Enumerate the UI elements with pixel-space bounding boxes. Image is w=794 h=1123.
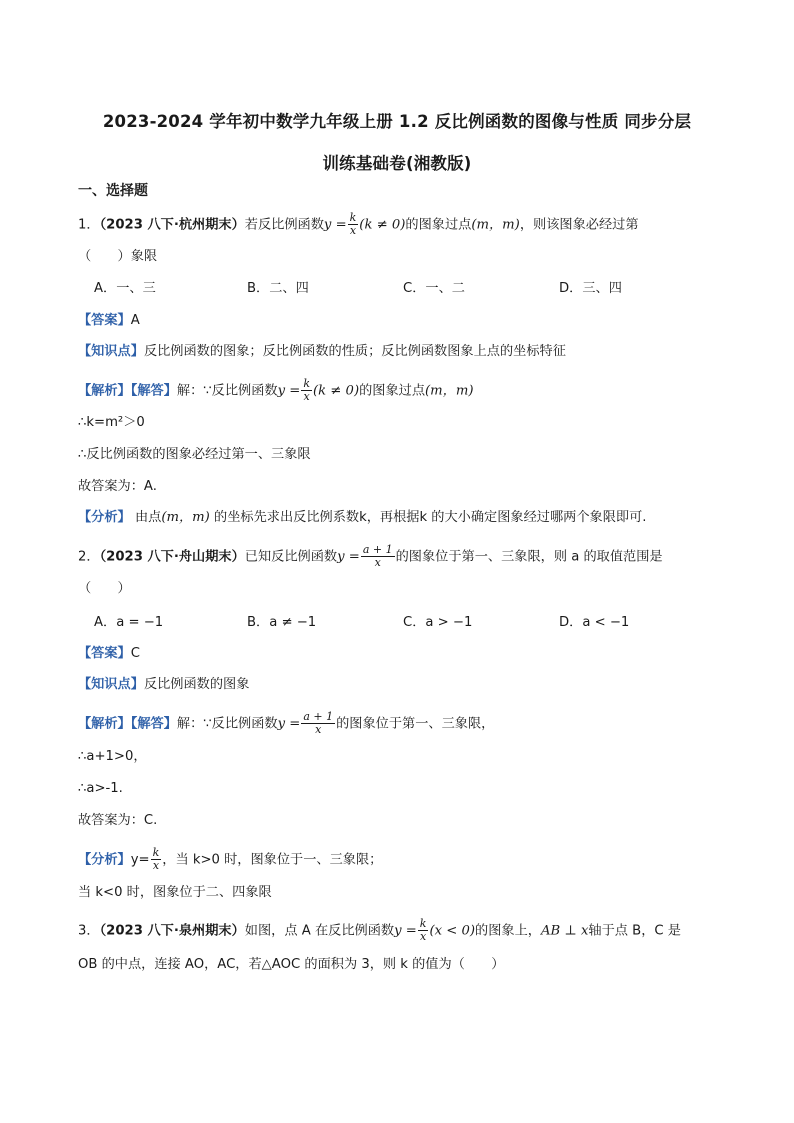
q2-blank: （ ）: [78, 581, 131, 596]
q1-sol-point: (m，m): [425, 383, 474, 399]
q2-stem: [78, 544, 663, 569]
q2-an-y: y=: [130, 852, 150, 868]
q2-option-a: A．a = −1: [94, 615, 164, 630]
q1-option-c: C．一、二: [403, 281, 465, 296]
q2-option-d: D．a < −1: [559, 615, 630, 630]
q2-an-tag: 【分析】: [78, 852, 131, 868]
q1-step1: ∴k=m²＞0: [78, 415, 145, 430]
q2-frac-num: a + 1: [362, 543, 393, 556]
q2-number: 2．: [78, 549, 100, 565]
q1-sol-tag: 【解析】【解答】: [78, 383, 177, 399]
q3-y-eq: y =: [394, 923, 417, 939]
q1-sol-frac-den: x: [303, 390, 310, 403]
q2-sol-y-eq: y =: [277, 716, 301, 732]
section-heading: 一、选择题: [78, 183, 148, 199]
q2-step1: ∴a+1>0，: [78, 749, 147, 764]
q1-option-a: A．一、三: [94, 281, 156, 296]
q1-option-b: B．二、四: [247, 281, 309, 296]
q2-frac-den: x: [374, 556, 381, 569]
q1-number: 1．: [78, 217, 100, 233]
q3-stem-line2: OB 的中点，连接 AO，AC，若△AOC 的面积为 3，则 k 的值为（ ）: [78, 957, 505, 972]
q1-option-d: D．三、四: [559, 281, 622, 296]
q1-sol-b: 的图象过点: [359, 383, 426, 399]
q1-stem: [78, 212, 639, 237]
q1-solution: [78, 378, 474, 403]
q1-point: (m，m): [471, 217, 520, 233]
q1-answer: [78, 312, 140, 330]
q2-source: （2023 八下·舟山期末）: [99, 549, 245, 565]
q3-frac-den: x: [420, 930, 427, 943]
q1-step2: ∴反比例函数的图象必经过第一、三象限: [78, 447, 311, 462]
q2-stem-b: 的图象位于第一、三象限，则 a 的取值范围是: [395, 549, 663, 565]
q1-analysis: [78, 509, 647, 527]
q2-answer-value: C: [130, 646, 140, 661]
q2-analysis: [78, 847, 382, 872]
q3-number: 3．: [78, 923, 100, 939]
q2-option-c: C．a > −1: [403, 615, 473, 630]
q2-y-eq: y =: [337, 549, 360, 565]
q1-stem-b: 的图象过点: [405, 217, 472, 233]
q2-sol-frac-den: x: [315, 723, 322, 736]
q2-kp-tag: 【知识点】: [78, 677, 144, 692]
q2-step3: 故答案为：C.: [78, 813, 158, 828]
q3-cond: (x < 0): [429, 923, 476, 939]
q1-knowledge: [78, 343, 566, 361]
q2-sol-fraction: [301, 711, 335, 736]
q1-blank: （ ）象限: [78, 249, 158, 264]
q2-option-b: B．a ≠ −1: [247, 615, 317, 630]
q1-frac-den: x: [349, 224, 357, 237]
q1-answer-tag: 【答案】: [78, 313, 131, 328]
q1-stem-c: ，则该图象必经过第: [519, 217, 639, 233]
q2-an-frac-den: x: [152, 859, 160, 872]
q2-an-a: ，当 k>0 时，图象位于一、三象限；: [162, 852, 383, 868]
q2-an-frac-num: k: [152, 846, 160, 859]
q1-kp-text: 反比例函数的图象；反比例函数的性质；反比例函数图象上点的坐标特征: [143, 344, 566, 359]
q2-stem-a: 已知反比例函数: [244, 549, 338, 565]
q2-analysis-line2: 当 k<0 时，图象位于二、四象限: [78, 885, 272, 900]
q2-sol-frac-num: a + 1: [303, 710, 334, 723]
q1-sol-frac-num: k: [303, 377, 310, 390]
q2-sol-a: 解：∵反比例函数: [176, 716, 278, 732]
q1-kp-tag: 【知识点】: [78, 344, 144, 359]
q2-kp-text: 反比例函数的图象: [143, 677, 250, 692]
q3-frac-num: k: [419, 917, 427, 930]
q3-stem-c: 轴于点 B，C 是: [588, 923, 681, 939]
q1-answer-value: A: [130, 313, 140, 328]
q1-sol-cond: (k ≠ 0): [312, 383, 360, 399]
q2-answer-tag: 【答案】: [78, 646, 131, 661]
q1-an-tag: 【分析】: [78, 510, 131, 525]
q1-sol-a: 解：∵反比例函数: [176, 383, 278, 399]
q2-an-fraction: [151, 847, 162, 872]
q2-sol-tag: 【解析】【解答】: [78, 716, 177, 732]
q1-sol-fraction: [301, 378, 312, 403]
q1-an-point: (m，m): [161, 510, 210, 525]
q3-stem-b: 的图象上，: [475, 923, 541, 939]
q2-sol-b: 的图象位于第一、三象限，: [336, 716, 495, 732]
q2-fraction: [361, 544, 395, 569]
q2-solution: [78, 711, 494, 736]
doc-title-line2: 训练基础卷(湘教版): [322, 154, 472, 173]
q1-source: （2023 八下·杭州期末）: [99, 217, 245, 233]
q2-answer: [78, 645, 140, 663]
q2-step2: ∴a>-1.: [78, 781, 123, 796]
q1-cond: (k ≠ 0): [359, 217, 406, 233]
q1-stem-a: 若反比例函数: [244, 217, 324, 233]
q1-an-b: 的坐标先求出反比例系数k，再根据k 的大小确定图象经过哪两个象限即可.: [209, 510, 647, 525]
q1-step3: 故答案为：A.: [78, 479, 157, 494]
q1-sol-y-eq: y =: [277, 383, 301, 399]
q3-stem: [78, 918, 681, 943]
q1-fraction: [348, 212, 359, 237]
doc-title-line1: 2023-2024 学年初中数学九年级上册 1.2 反比例函数的图像与性质 同步分层: [102, 112, 692, 131]
q3-perp: AB ⊥ x: [540, 923, 589, 939]
q3-stem-a: 如图，点 A 在反比例函数: [244, 923, 395, 939]
q2-knowledge: [78, 676, 249, 694]
q1-y-eq: y =: [323, 217, 347, 233]
q3-source: （2023 八下·泉州期末）: [99, 923, 245, 939]
q1-frac-num: k: [349, 211, 357, 224]
q3-fraction: [418, 918, 429, 943]
q1-an-a: 由点: [130, 510, 162, 525]
